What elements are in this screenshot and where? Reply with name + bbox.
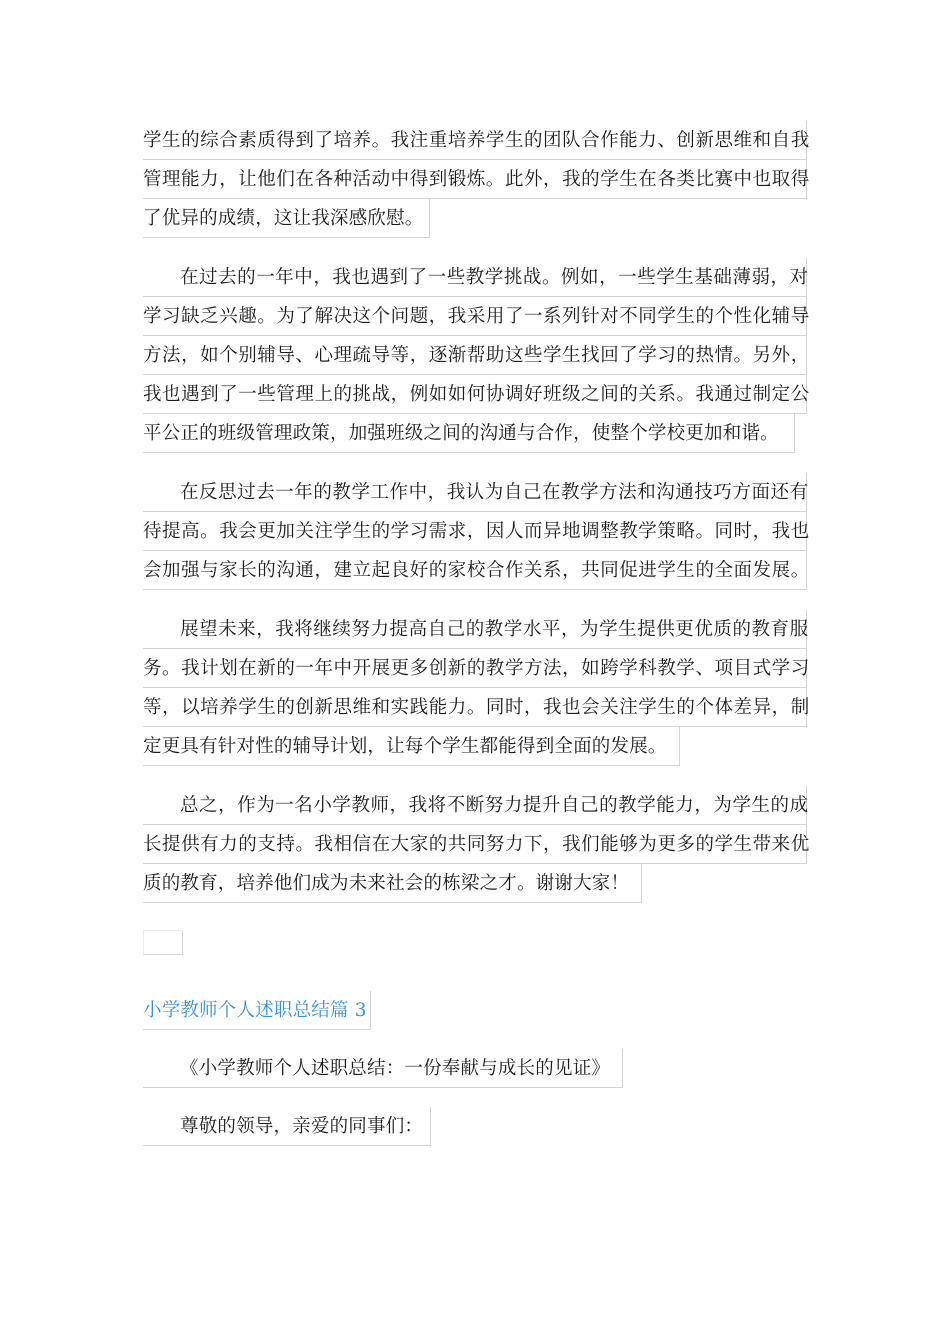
- paragraph-5-line-1: 总之，作为一名小学教师，我将不断努力提升自己的教学能力，为学生的成: [143, 786, 807, 825]
- paragraph-2-line-4: 我也遇到了一些管理上的挑战，例如如何协调好班级之间的关系。我通过制定公: [143, 375, 807, 414]
- paragraph-4-line-4: 定更具有针对性的辅导计划，让每个学生都能得到全面的发展。: [143, 727, 680, 766]
- paragraph-2-line-2: 学习缺乏兴趣。为了解决这个问题，我采用了一系列针对不同学生的个性化辅导: [143, 297, 807, 336]
- paragraph-5-line-2: 长提供有力的支持。我相信在大家的共同努力下，我们能够为更多的学生带来优: [143, 825, 807, 864]
- paragraph-3-line-2: 待提高。我会更加关注学生的学习需求，因人而异地调整教学策略。同时，我也: [143, 512, 807, 551]
- paragraph-2-line-1: 在过去的一年中，我也遇到了一些教学挑战。例如，一些学生基础薄弱，对: [143, 258, 807, 297]
- paragraph-2-line-3: 方法，如个别辅导、心理疏导等，逐渐帮助这些学生找回了学习的热情。另外，: [143, 336, 807, 375]
- paragraph-4-line-1: 展望未来，我将继续努力提高自己的教学水平，为学生提供更优质的教育服: [143, 610, 807, 649]
- paragraph-1-line-2: 管理能力，让他们在各种活动中得到锻炼。此外，我的学生在各类比赛中也取得: [143, 160, 807, 199]
- section-heading: 小学教师个人述职总结篇 3: [143, 991, 371, 1030]
- paragraph-3-line-1: 在反思过去一年的教学工作中，我认为自己在教学方法和沟通技巧方面还有: [143, 473, 807, 512]
- empty-line-box: [143, 930, 183, 955]
- paragraph-3-line-3: 会加强与家长的沟通，建立起良好的家校合作关系，共同促进学生的全面发展。: [143, 551, 807, 590]
- paragraph-1-line-1: 学生的综合素质得到了培养。我注重培养学生的团队合作能力、创新思维和自我: [143, 121, 807, 160]
- paragraph-4-line-2: 务。我计划在新的一年中开展更多创新的教学方法，如跨学科教学、项目式学习: [143, 649, 807, 688]
- paragraph-5-line-3: 质的教育，培养他们成为未来社会的栋梁之才。谢谢大家！: [143, 864, 642, 903]
- salutation: 尊敬的领导，亲爱的同事们：: [143, 1107, 431, 1146]
- article-title: 《小学教师个人述职总结：一份奉献与成长的见证》: [143, 1049, 623, 1088]
- paragraph-1-line-3: 了优异的成绩，这让我深感欣慰。: [143, 199, 430, 238]
- paragraph-4-line-3: 等，以培养学生的创新思维和实践能力。同时，我也会关注学生的个体差异，制: [143, 688, 807, 727]
- paragraph-2-line-5: 平公正的班级管理政策，加强班级之间的沟通与合作，使整个学校更加和谐。: [143, 414, 795, 453]
